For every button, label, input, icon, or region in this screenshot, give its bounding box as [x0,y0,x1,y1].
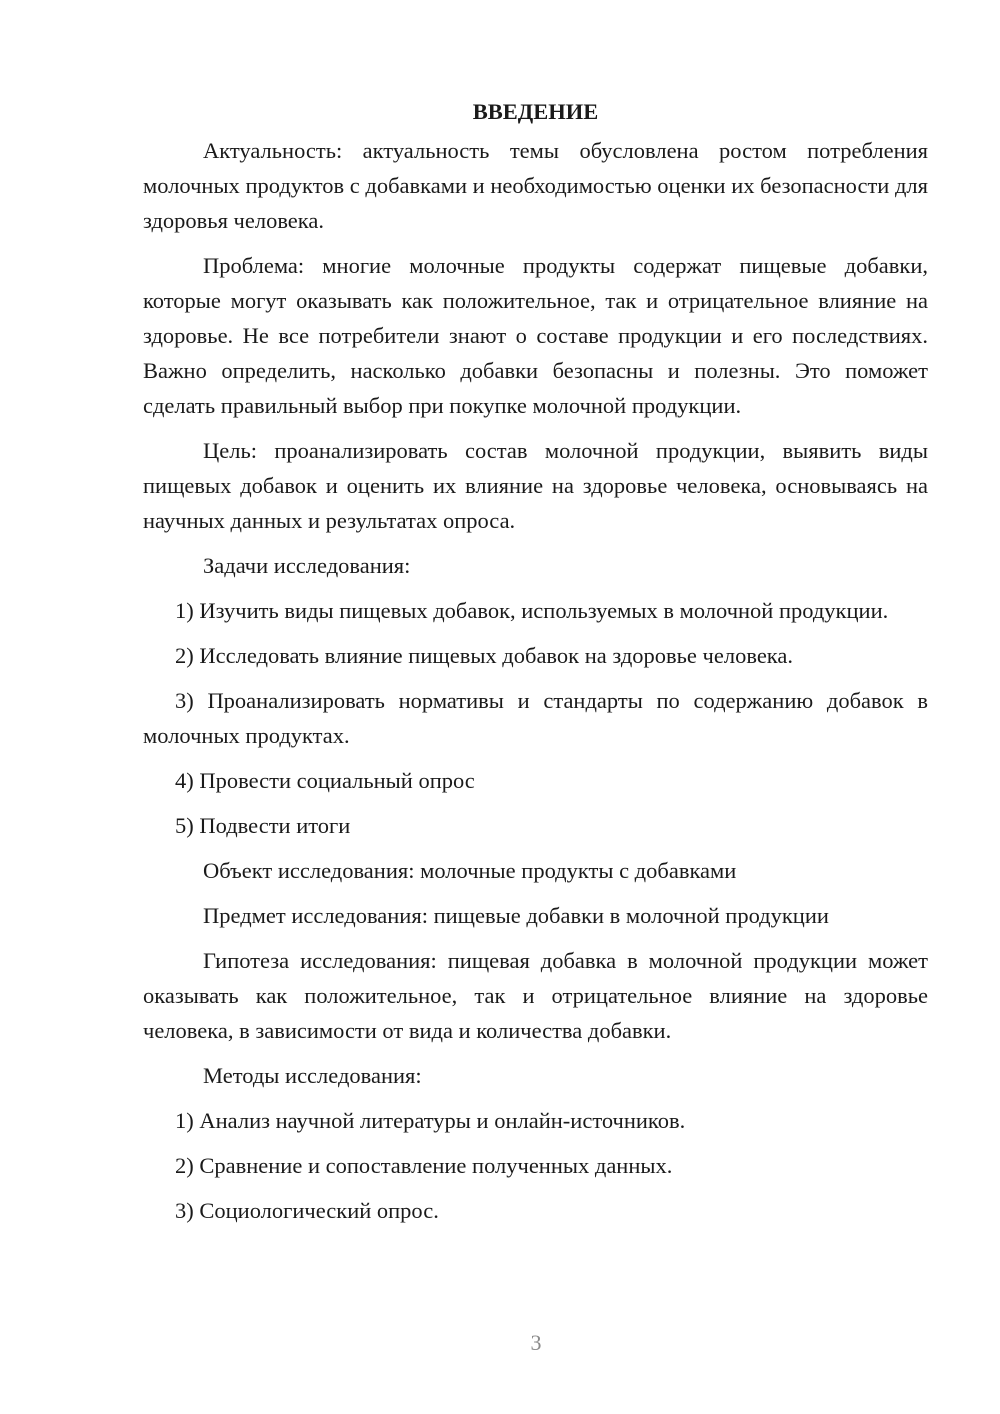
goal-paragraph: Цель: проанализировать состав молочной продукции, выявить виды пищевых добавок и оценить их влияние на здоровье человека, основываясь на научных данных и результатах опроса. [143,438,928,533]
object-paragraph: Объект исследования: молочные продукты с добавками [203,858,737,883]
hypothesis-paragraph: Гипотеза исследования: пищевая добавка в молочной продукции может оказывать как положительное, так и отрицательное влияние на здоровье человека, в зависимости от вида и количества добавки. [143,948,928,1043]
method-item-2: 2) Сравнение и сопоставление полученных данных. [175,1153,673,1178]
page-number: 3 [530,1330,542,1355]
task-item-3: 3) Проанализировать нормативы и стандарты по содержанию добавок в молочных продуктах. [143,688,928,748]
task-item-5: 5) Подвести итоги [175,813,351,838]
document-body [143,94,928,1238]
subject-paragraph: Предмет исследования: пищевые добавки в молочной продукции [203,903,829,928]
task-item-1: 1) Изучить виды пищевых добавок, используемых в молочной продукции. [175,598,889,623]
tasks-heading: Задачи исследования: [203,553,411,578]
task-item-4: 4) Провести социальный опрос [175,768,475,793]
relevance-paragraph: Актуальность: актуальность темы обусловлена ростом потребления молочных продуктов с добавками и необходимостью оценки их безопасности для здоровья человека. [143,138,928,233]
task-item-2: 2) Исследовать влияние пищевых добавок на здоровье человека. [175,643,794,668]
method-item-1: 1) Анализ научной литературы и онлайн-источников. [175,1108,686,1133]
methods-heading: Методы исследования: [203,1063,422,1088]
problem-paragraph: Проблема: многие молочные продукты содержат пищевые добавки, которые могут оказывать как положительное, так и отрицательное влияние на здоровье. Не все потребители знают о составе продукции и его последствиях. Важно определить, насколько добавки безопасны и полезны. Это поможет сделать правильный выбор при покупке молочной продукции. [143,253,928,418]
method-item-3: 3) Социологический опрос. [175,1198,439,1223]
section-title: ВВЕДЕНИЕ [472,99,599,124]
